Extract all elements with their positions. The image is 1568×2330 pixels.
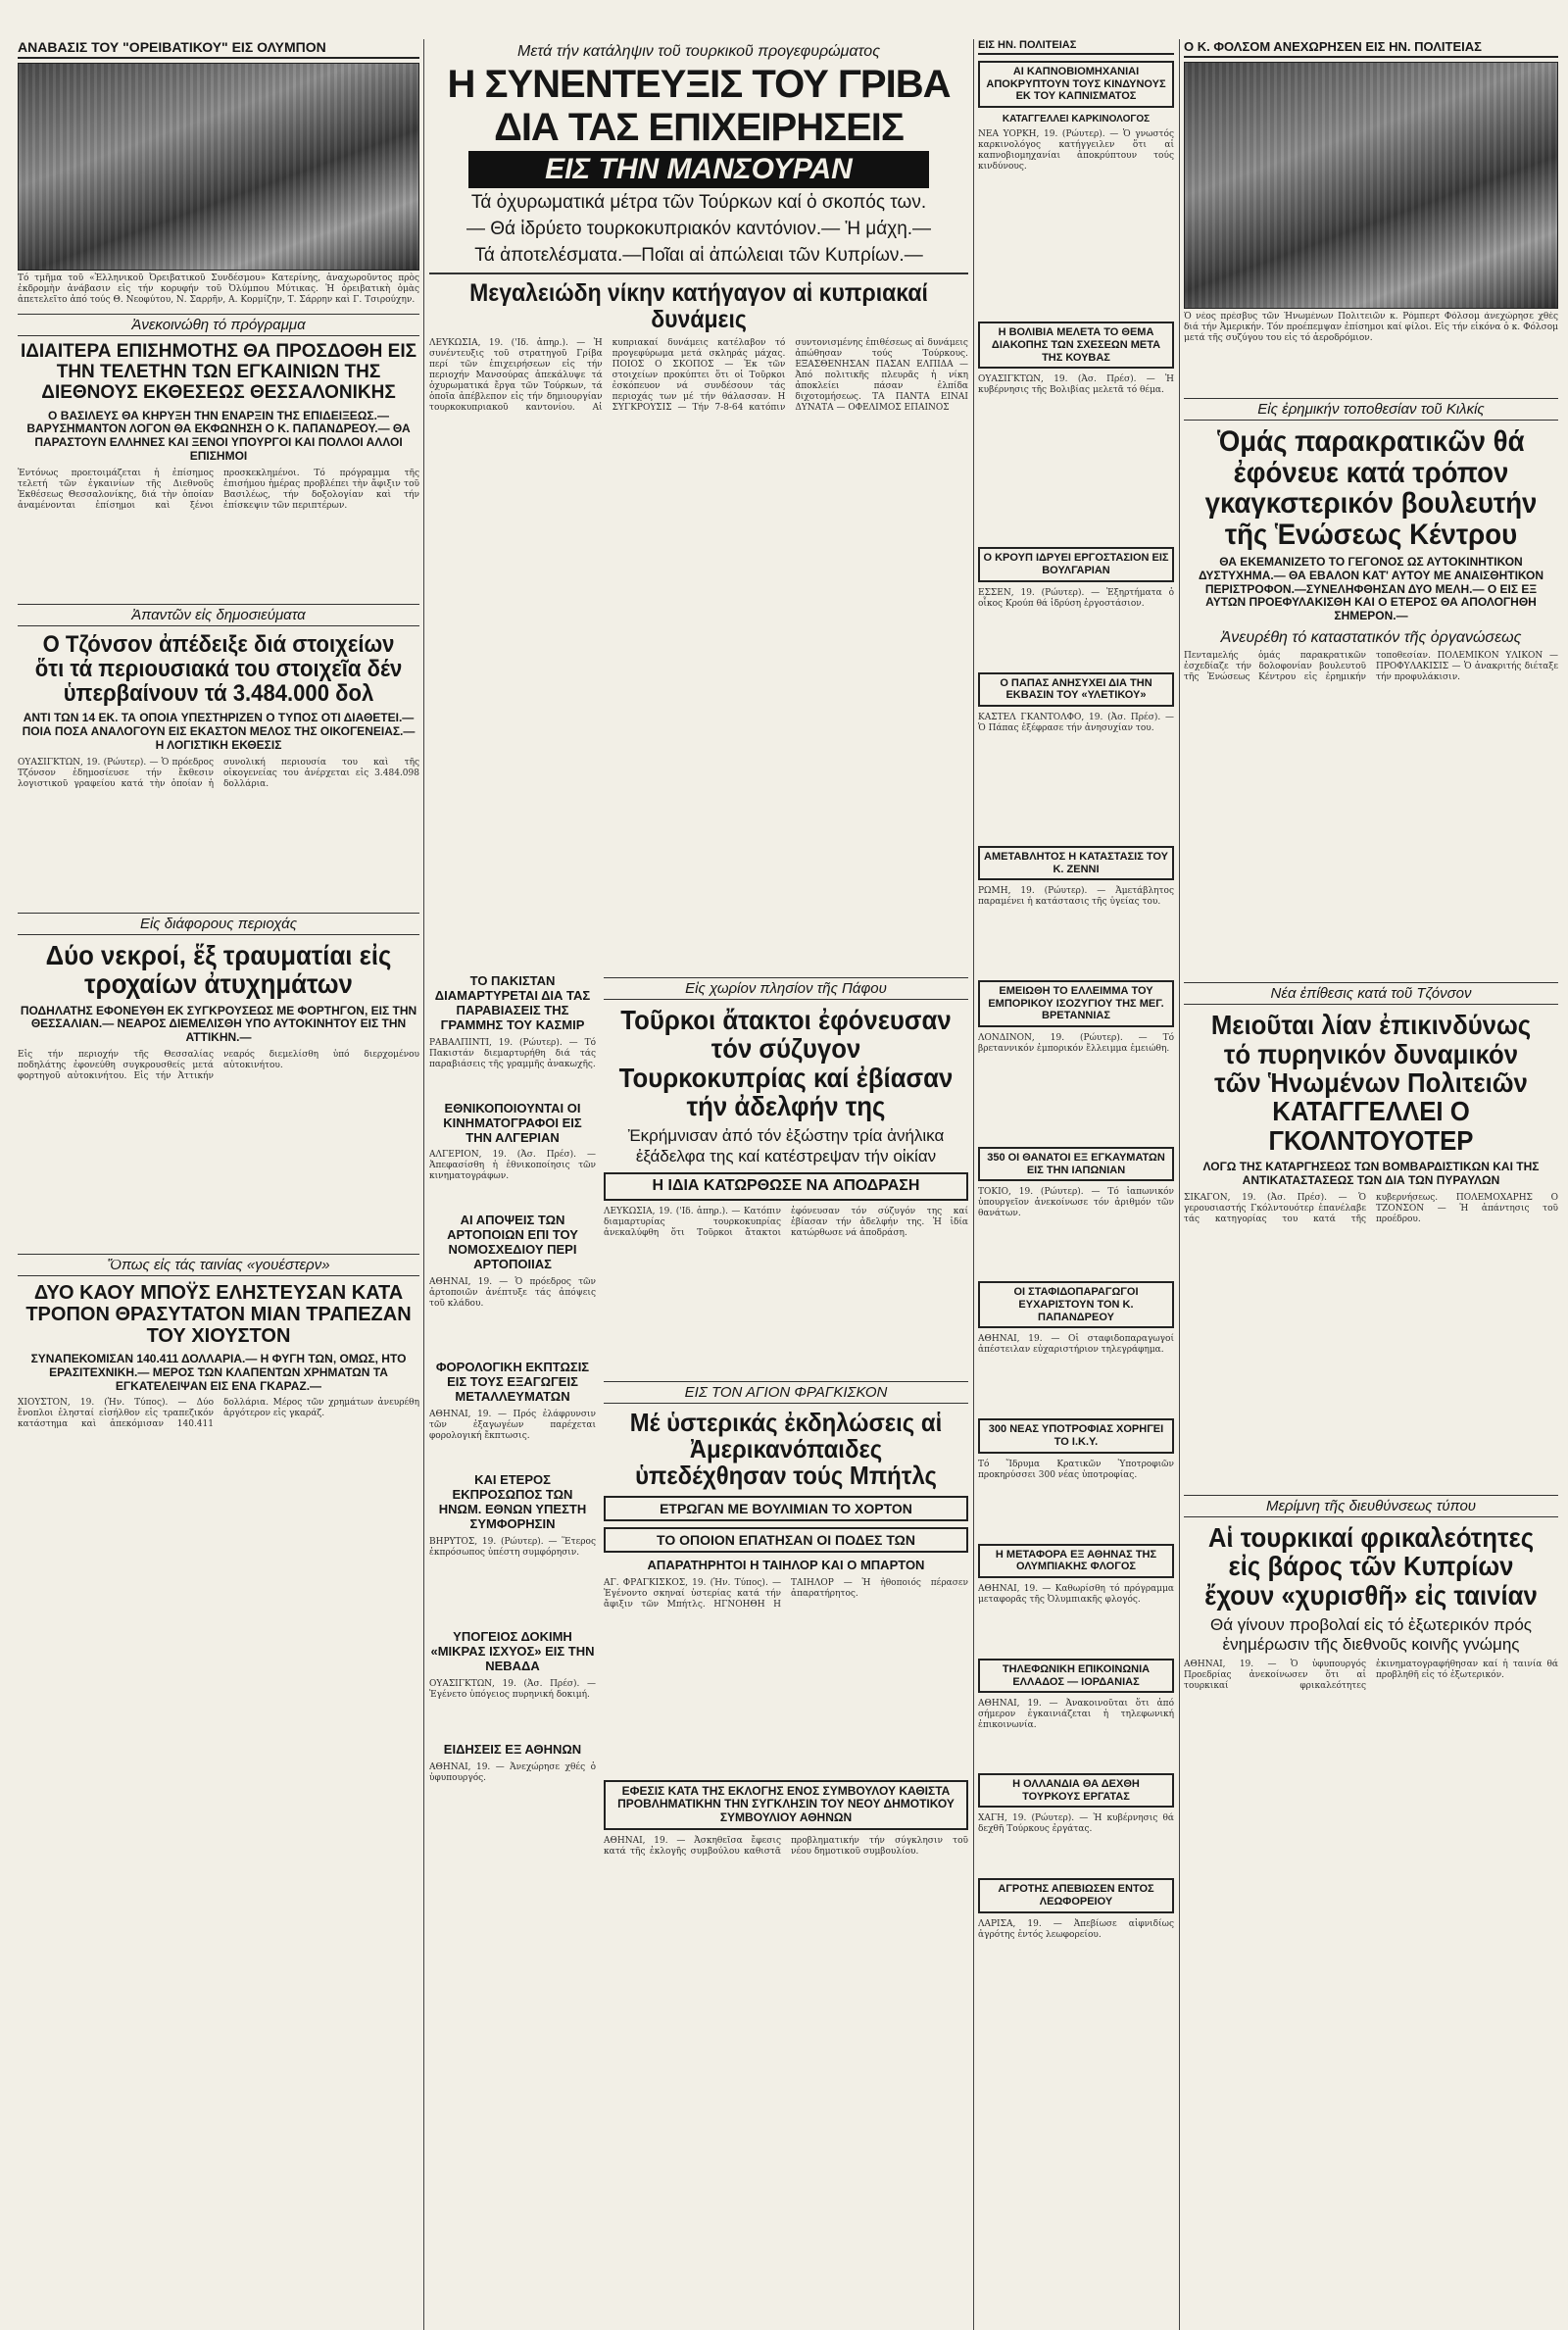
brief-headline: ΤΟ ΠΑΚΙΣΤΑΝ ΔΙΑΜΑΡΤΥΡΕΤΑΙ ΔΙΑ ΤΑΣ ΠΑΡΑΒΙΑΣΕΙΣ ΤΗΣ ΓΡΑΜΜΗΣ ΤΟΥ ΚΑΣΜΙΡ [434,972,591,1032]
article-body: Ἐντόνως προετοιμάζεται ἡ ἐπίσημος τελετή τῶν ἐγκαινίων τῆς Διεθνοῦς Ἐκθέσεως Θεσσαλονίκης, διά τὴν ὁποίαν ἀναμένονται ἐπίσημοι καὶ ξένοι προσκεκλημένοι. Τό πρόγραμμα τῆς ἐπισήμου ἡμέρας προβλέπει τὴν ἄφιξιν τοῦ Βασιλέως, τήν δοξολογίαν καὶ τήν ἐπίσκεψιν τῶν περιπτέρων. [18,468,419,511]
subheadline: ΑΝΤΙ ΤΩΝ 14 ΕΚ. ΤΑ ΟΠΟΙΑ ΥΠΕΣΤΗΡΙΖΕΝ Ο ΤΥΠΟΣ ΟΤΙ ΔΙΑΘΕΤΕΙ.— ΠΟΙΑ ΠΟΣΑ ΑΝΑΛΟΓΟΥΝ ΕΙΣ ΕΚΑΣΤΟΝ ΜΕΛΟΣ ΤΗΣ ΟΙΚΟΓΕΝΕΙΑΣ.— Η ΛΟΓΙΣΤΙΚΗ ΕΚΘΕΣΙΣ [22,711,416,753]
section-kicker: Ἀνεκοινώθη τό πρόγραμμα [18,314,419,336]
headline: ΟΙ ΣΤΑΦΙΔΟΠΑΡΑΓΩΓΟΙ ΕΥΧΑΡΙΣΤΟΥΝ ΤΟΝ Κ. ΠΑΠΑΝΔΡΕΟΥ [978,1281,1174,1328]
section-kicker: Εἰς χωρίον πλησίον τῆς Πάφου [604,977,968,1000]
article-body: ΑΘΗΝΑΙ, 19. — Ὁ ὑφυπουργός Προεδρίας ἀνεκοίνωσεν ὅτι αἱ τουρκικαί φρικαλεότητες ἐκινηματογραφήθησαν καί ἡ ταινία θά προβληθῆ εἰς τό ἐξωτερικόν. [1184,1659,1558,1691]
subheadline: Ο ΒΑΣΙΛΕΥΣ ΘΑ ΚΗΡΥΞΗ ΤΗΝ ΕΝΑΡΞΙΝ ΤΗΣ ΕΠΙΔΕΙΞΕΩΣ.— ΒΑΡΥΣΗΜΑΝΤΟΝ ΛΟΓΟΝ ΘΑ ΕΚΦΩΝΗΣΗ Ο Κ. ΠΑΠΑΝΔΡΕΟΥ.— ΘΑ ΠΑΡΑΣΤΟΥΝ ΕΛΛΗΝΕΣ ΚΑΙ ΞΕΝΟΙ ΥΠΟΥΡΓΟΙ ΚΑΙ ΠΟΛΛΟΙ ΑΛΛΟΙ ΕΠΙΣΗΜΟΙ [26,408,411,464]
stories-column [604,969,968,1948]
column-2 [429,39,968,1948]
column-4 [1184,39,1558,1830]
headline: Δύο νεκροί, ἕξ τραυματίαι εἰς τροχαίων ἀτυχημάτων [45,939,392,1000]
subheadline: ΑΠΑΡΑΤΗΡΗΤΟΙ Η ΤΑΙΗΛΟΡ ΚΑΙ Ο ΜΠΑΡΤΟΝ [647,1557,925,1572]
article-body: ΝΕΑ ΥΟΡΚΗ, 19. (Ρώυτερ). — Ὁ γνωστός καρκινολόγος κατήγγειλεν ὅτι αἱ καπνοβιομηχανίαι ἀποκρύπτουν τούς κινδύνους. [978,129,1174,173]
article-body: ΤΟΚΙΟ, 19. (Ρώυτερ). — Τό ἰαπωνικόν ὑπουργεῖον ἀνεκοίνωσε τόν ἀριθμόν τῶν θανάτων. [978,1187,1174,1219]
headline: Ο Τζόνσον ἀπέδειξε διά στοιχείων ὅτι τά περιουσιακά του στοιχεῖα δέν ὑπερβαίνουν τά 3.484.000 δολ [34,630,403,708]
section-kicker: Νέα ἐπίθεσις κατά τοῦ Τζόνσον [1184,982,1558,1005]
article-body: ΛΑΡΙΣΑ, 19. — Ἀπεβίωσε αἰφνιδίως ἀγρότης ἐντός λεωφορείου. [978,1918,1174,1940]
lead-headline-line-3: ΕΙΣ ΤΗΝ ΜΑΝΣΟΥΡΑΝ [468,151,929,188]
section-label: ΕΙΣ ΗΝ. ΠΟΛΙΤΕΙΑΣ [978,39,1174,55]
boxed-subhead: ΕΤΡΩΓΑΝ ΜΕ ΒΟΥΛΙΜΙΑΝ ΤΟ ΧΟΡΤΟΝ [604,1496,968,1521]
brief-headline: ΕΙΔΗΣΕΙΣ ΕΞ ΑΘΗΝΩΝ [443,1741,582,1757]
article-body: ΧΑΓΗ, 19. (Ρώυτερ). — Ἡ κυβέρνησις θά δεχθῆ Τούρκους ἐργάτας. [978,1813,1174,1835]
headline: ΑΜΕΤΑΒΛΗΤΟΣ Η ΚΑΤΑΣΤΑΣΙΣ ΤΟΥ Κ. ΖΕΝΝΙ [978,846,1174,880]
lead-article-body: ΛΕΥΚΩΣΙΑ, 19. ('Ιδ. ἀπηρ.). — Ἡ συνέντευξις τοῦ στρατηγοῦ Γρίβα περί τῶν ἐπιχειρήσεων εἰς τήν περιοχήν Μανσούρας ἀπεκάλυψε τά ὀχυρωματικά ἔργα τῶν Τούρκων, τά ὁποῖα ἀπέβλεπον εἰς τήν δημιουργίαν τουρκοκυπριακοῦ καντονίου. Αἱ κυπριακαί δυνάμεις κατέλαβον τό προγεφύρωμα μετά σκληράς μάχας. ΠΟΙΟΣ Ο ΣΚΟΠΟΣ — Ἐκ τῶν στοιχείων προκύπτει ὅτι οἱ Τοῦρκοι ἐσκόπευον νά συνδέσουν τάς περιοχάς των μέ τήν θάλασσαν. Η ΣΥΓΚΡΟΥΣΙΣ — Τήν 7-8-64 κατόπιν συντονισμένης ἐπιθέσεως αἱ δυνάμεις ἀπώθησαν τούς Τούρκους. ΕΞΑΣΘΕΝΗΣΑΝ ΠΑΣΑΝ ΕΛΠΙΔΑ — Ἀπό πολιτικῆς πλευρᾶς ἡ νίκη ἀποκλείει πάσαν ἐλπίδα διχοτομήσεως. ΤΑ ΠΑΝΤΑ ΕΙΝΑΙ ΔΥΝΑΤΑ — ΟΦΕΛΙΜΟΣ ΕΠΑΙΝΟΣ [429,337,968,413]
briefs-column [429,969,596,1948]
brief-body: ΑΘΗΝΑΙ, 19. — Πρός ἐλάφρυνσιν τῶν ἐξαγωγέων παρέχεται φορολογική ἔκπτωσις. [429,1410,596,1442]
brief-headline: ΑΙ ΑΠΟΨΕΙΣ ΤΩΝ ΑΡΤΟΠΟΙΩΝ ΕΠΙ ΤΟΥ ΝΟΜΟΣΧΕΔΙΟΥ ΠΕΡΙ ΑΡΤΟΠΟΙΙΑΣ [447,1213,578,1272]
brief-headline: ΚΑΙ ΕΤΕΡΟΣ ΕΚΠΡΟΣΩΠΟΣ ΤΩΝ ΗΝΩΜ. ΕΘΝΩΝ ΥΠΕΣΤΗ ΣΥΜΦΟΡΗΣΙΝ [438,1472,587,1531]
article-body: ΑΓ. ΦΡΑΓΚΙΣΚΟΣ, 19. (Ἡν. Τύπος). — Ἐγένοντο σκηναί ὑστερίας κατά τήν ἄφιξιν τῶν Μπήτλς. ΗΓΝΟΗΘΗ Η ΤΑΙΗΛΟΡ — Ἡ ἠθοποιός πέρασεν ἀπαρατήρητος. [604,1577,968,1610]
section-kicker: Ὅπως εἰς τάς ταινίας «γουέστερν» [18,1254,419,1276]
headline: ΕΜΕΙΩΘΗ ΤΟ ΕΛΛΕΙΜΜΑ ΤΟΥ ΕΜΠΟΡΙΚΟΥ ΙΣΟΖΥΓΙΟΥ ΤΗΣ ΜΕΓ. ΒΡΕΤΑΝΝΙΑΣ [978,980,1174,1027]
article-body: ΣΙΚΑΓΟΝ, 19. (Ἀσ. Πρέσ). — Ὁ γερουσιαστής Γκόλντουότερ ἐπανέλαβε τάς κατηγορίας του κατά τῆς κυβερνήσεως. ΠΟΛΕΜΟΧΑΡΗΣ Ο ΤΖΟΝΣΟΝ — Ἡ ἀπάντησις τοῦ προέδρου. [1184,1192,1558,1224]
headline: Η ΜΕΤΑΦΟΡΑ ΕΞ ΑΘΗΝΑΣ ΤΗΣ ΟΛΥΜΠΙΑΚΗΣ ΦΛΟΓΟΣ [978,1544,1174,1578]
lead-sub-line-2: — Θά ἱδρύετο τουρκοκυπριακόν καντόνιον.— Ἡ μάχη.— [466,218,932,239]
headline: Μειοῦται λίαν ἐπικινδύνως τό πυρηνικόν δυναμικόν τῶν Ἡνωμένων Πολιτειῶν ΚΑΤΑΓΓΕΛΛΕΙ Ο ΓΚΟΛΝΤΟΥΟΤΕΡ [1210,1010,1532,1156]
section-kicker: ΕΙΣ ΤΟΝ ΑΓΙΟΝ ΦΡΑΓΚΙΣΚΟΝ [604,1381,968,1404]
brief-headline: ΥΠΟΓΕΙΟΣ ΔΟΚΙΜΗ «ΜΙΚΡΑΣ ΙΣΧΥΟΣ» ΕΙΣ ΤΗΝ ΝΕΒΑΔΑ [430,1628,595,1673]
photo-caption: Ὁ νέος πρέσβυς τῶν Ἡνωμένων Πολιτειῶν κ. Ρόμπερτ Φόλσομ ἀνεχώρησε χθές διά τήν Ἀμερικήν. Τόν προέπεμψαν ἐπίσημοι καί φίλοι. Εἰς τήν εἰκόνα ὁ κ. Φόλσομ μετά τῆς συζύγου του εἰς τό ἀεροδρόμιον. [1184,312,1558,343]
lower-section [429,969,968,1948]
article-body: ΑΘΗΝΑΙ, 19. — Καθωρίσθη τό πρόγραμμα μεταφορᾶς τῆς Ὀλυμπιακῆς φλογός. [978,1583,1174,1605]
article-body: ΚΑΣΤΕΛ ΓΚΑΝΤΟΛΦΟ, 19. (Ἀσ. Πρέσ). — Ὁ Πάπας ἐξέφρασε τήν ἀνησυχίαν του. [978,712,1174,733]
section-kicker: Εἰς διάφορους περιοχάς [18,913,419,935]
brief-body: ΑΘΗΝΑΙ, 19. — Ὁ πρόεδρος τῶν ἀρτοποιῶν ἀνέπτυξε τάς ἀπόψεις τοῦ κλάδου. [429,1277,596,1310]
boxed-subhead: Η ΙΔΙΑ ΚΑΤΩΡΘΩΣΕ ΝΑ ΑΠΟΔΡΑΣΗ [604,1172,968,1200]
column-rule [1179,39,1180,2330]
brief-headline: ΦΟΡΟΛΟΓΙΚΗ ΕΚΠΤΩΣΙΣ ΕΙΣ ΤΟΥΣ ΕΞΑΓΩΓΕΙΣ ΜΕΤΑΛΛΕΥΜΑΤΩΝ [435,1360,590,1405]
folsom-photo [1184,62,1558,309]
headline: Η ΒΟΛΙΒΙΑ ΜΕΛΕΤΑ ΤΟ ΘΕΜΑ ΔΙΑΚΟΠΗΣ ΤΩΝ ΣΧΕΣΕΩΝ ΜΕΤΑ ΤΗΣ ΚΟΥΒΑΣ [978,322,1174,369]
headline: ΑΓΡΟΤΗΣ ΑΠΕΒΙΩΣΕΝ ΕΝΤΟΣ ΛΕΩΦΟΡΕΙΟΥ [978,1878,1174,1912]
brief-body: ΡΑΒΑΛΠΙΝΤΙ, 19. (Ρώυτερ). — Τό Πακιστάν διεμαρτυρήθη διά τάς παραβιάσεις τῆς γραμμῆς ἀνακωχῆς. [429,1037,596,1069]
headline: ΕΦΕΣΙΣ ΚΑΤΑ ΤΗΣ ΕΚΛΟΓΗΣ ΕΝΟΣ ΣΥΜΒΟΥΛΟΥ ΚΑΘΙΣΤΑ ΠΡΟΒΛΗΜΑΤΙΚΗΝ ΤΗΝ ΣΥΓΚΛΗΣΙΝ ΤΟΥ ΝΕΟΥ ΔΗΜΟΤΙΚΟΥ ΣΥΜΒΟΥΛΙΟΥ ΑΘΗΝΩΝ [604,1780,968,1830]
lead-sub-line-1: Τά ὀχυρωματικά μέτρα τῶν Τούρκων καί ὁ σκοπός των. [470,192,927,213]
headline: ΔΥΟ ΚΑΟΥ ΜΠΟΫΣ ΕΛΗΣΤΕΥΣΑΝ ΚΑΤΑ ΤΡΟΠΟΝ ΘΡΑΣΥΤΑΤΟΝ ΜΙΑΝ ΤΡΑΠΕΖΑΝ ΤΟΥ ΧΙΟΥΣΤΟΝ [25,1281,412,1347]
article-body: Πενταμελής ὁμάς παρακρατικῶν ἐσχεδίαζε τήν δολοφονίαν βουλευτοῦ τῆς Ἑνώσεως Κέντρου εἰς ἐρημικήν τοποθεσίαν. ΠΟΛΕΜΙΚΟΝ ΥΛΙΚΟΝ — ΠΡΟΦΥΛΑΚΙΣΙΣ — Ὁ ἀνακριτής διέταξε τήν προφυλάκισιν. [1184,651,1558,683]
headline: Μέ ὑστερικάς ἐκδηλώσεις αἱ Ἀμερικανόπαιδες ὑπεδέχθησαν τούς Μπήτλς [629,1407,943,1491]
headline: ΑΙ ΚΑΠΝΟΒΙΟΜΗΧΑΝΙΑΙ ΑΠΟΚΡΥΠΤΟΥΝ ΤΟΥΣ ΚΙΝΔΥΝΟΥΣ ΕΚ ΤΟΥ ΚΑΠΝΙΣΜΑΤΟΣ [978,61,1174,108]
article-body: ΟΥΑΣΙΓΚΤΩΝ, 19. (Ἀσ. Πρέσ). — Ἡ κυβέρνησις τῆς Βολιβίας μελετᾶ τό θέμα. [978,374,1174,396]
brief-body: ΑΛΓΕΡΙΟΝ, 19. (Ἀσ. Πρέσ). — Ἀπεφασίσθη ἡ ἐθνικοποίησις τῶν κινηματογράφων. [429,1150,596,1182]
boxed-subhead: ΤΟ ΟΠΟΙΟΝ ΕΠΑΤΗΣΑΝ ΟΙ ΠΟΔΕΣ ΤΩΝ [604,1527,968,1553]
headline: Αἱ τουρκικαί φρικαλεότητες εἰς βάρος τῶν Κυπρίων ἔχουν «χυρισθῆ» εἰς ταινίαν [1204,1521,1538,1611]
headline: Τοῦρκοι ἄτακτοι ἐφόνευσαν τόν σύζυγον Τουρκοκυπρίας καί ἐβίασαν τήν ἀδελφήν της [618,1004,954,1122]
subheadline: Θά γίνουν προβολαί εἰς τό ἐξωτερικόν πρός ἐνημέρωσιν τῆς διεθνοῦς κοινῆς γνώμης [1209,1614,1532,1655]
photo-story-title: Ο Κ. ΦΟΛΣΟΜ ΑΝΕΧΩΡΗΣΕΝ ΕΙΣ ΗΝ. ΠΟΛΙΤΕΙΑΣ [1184,39,1558,58]
section-kicker: Ἀπαντῶν εἰς δημοσιεύματα [18,604,419,626]
lead-sub-line-3: Τά ἀποτελέσματα.—Ποῖαι αἱ ἀπώλειαι τῶν Κυπρίων.— [474,244,923,266]
section-kicker: Μερίμνη τῆς διευθύνσεως τύπου [1184,1495,1558,1517]
lead-kicker: Μετά τήν κατάληψιν τοῦ τουρκικοῦ προγεφυρώματος [517,43,880,60]
article-body: ΛΕΥΚΩΣΙΑ, 19. ('Ιδ. ἀπηρ.). — Κατόπιν διαμαρτυρίας τουρκοκυπρίας ἀνεκαλύφθη ὅτι Τοῦρκοι ἄτακτοι ἐφόνευσαν τόν σύζυγόν της καί ἐβίασαν τήν ἀδελφήν της. Ἡ ἰδία κατώρθωσε νά ἀποδράση. [604,1206,968,1238]
brief-body: ΑΘΗΝΑΙ, 19. — Ἀνεχώρησε χθές ὁ ὑφυπουργός. [429,1761,596,1783]
headline: Ο ΚΡΟΥΠ ΙΔΡΥΕΙ ΕΡΓΟΣΤΑΣΙΟΝ ΕΙΣ ΒΟΥΛΓΑΡΙΑΝ [978,547,1174,581]
mountaineers-photo [18,63,419,271]
headline: Ο ΠΑΠΑΣ ΑΝΗΣΥΧΕΙ ΔΙΑ ΤΗΝ ΕΚΒΑΣΙΝ ΤΟΥ «ΥΛΕΤΙΚΟΥ» [978,672,1174,707]
article-body: ΕΣΣΕΝ, 19. (Ρώυτερ). — Ἐξηρτήματα ὁ οἶκος Κρούπ θά ἱδρύση ἐργοστάσιον. [978,587,1174,609]
lead-subhead: Μεγαλειώδη νίκην κατήγαγον αἱ κυπριακαί δυνάμεις [469,279,928,333]
subheadline: ΣΥΝΑΠΕΚΟΜΙΣΑΝ 140.411 ΔΟΛΛΑΡΙΑ.— Η ΦΥΓΗ ΤΩΝ, ΟΜΩΣ, ΗΤΟ ΕΡΑΣΙΤΕΧΝΙΚΗ.— ΜΕΡΟΣ ΤΩΝ ΚΛΑΠΕΝΤΩΝ ΧΡΗΜΑΤΩΝ ΤΑ ΕΓΚΑΤΕΛΕΙΨΑΝ ΕΙΣ ΕΝΑ ΓΚΑΡΑΖ.— [30,1351,407,1393]
column-1 [18,39,419,1657]
article-body: ΛΟΝΔΙΝΟΝ, 19. (Ρώυτερ). — Τό βρεταννικόν ἐμπορικόν ἔλλειμμα ἐμειώθη. [978,1033,1174,1055]
divider [429,273,968,274]
article-body: ΟΥΑΣΙΓΚΤΩΝ, 19. (Ρώυτερ). — Ὁ πρόεδρος Τζόνσον ἐδημοσίευσε τήν ἔκθεσιν λογιστικοῦ γραφείου κατά τὴν ὁποίαν ἡ συνολική περιουσία του καὶ τῆς οἰκογενείας του ἀνέρχεται εἰς 3.484.098 δολλάρια. [18,757,419,789]
article-body: ΑΘΗΝΑΙ, 19. — Ἀνακοινοῦται ὅτι ἀπό σήμερον ἐγκαινιάζεται ἡ τηλεφωνική ἐπικοινωνία. [978,1699,1174,1731]
subheadline: ΠΟΔΗΛΑΤΗΣ ΕΦΟΝΕΥΘΗ ΕΚ ΣΥΓΚΡΟΥΣΕΩΣ ΜΕ ΦΟΡΤΗΓΟΝ, ΕΙΣ ΤΗΝ ΘΕΣΣΑΛΙΑΝ.— ΝΕΑΡΟΣ ΔΙΕΜΕΛΙΣΘΗ ΥΠΟ ΑΥΤΟΚΙΝΗΤΟΥ ΕΙΣ ΤΗΝ ΑΤΤΙΚΗΝ.— [20,1003,417,1045]
article-body: ΑΘΗΝΑΙ, 19. — Ἀσκηθεῖσα ἔφεσις κατά τῆς ἐκλογῆς συμβούλου καθιστᾶ προβληματικήν τήν σύγκλησιν τοῦ νέου δημοτικοῦ συμβουλίου. [604,1836,968,1858]
headline: ΙΔΙΑΙΤΕΡΑ ΕΠΙΣΗΜΟΤΗΣ ΘΑ ΠΡΟΣΔΟΘΗ ΕΙΣ ΤΗΝ ΤΕΛΕΤΗΝ ΤΩΝ ΕΓΚΑΙΝΙΩΝ ΤΗΣ ΔΙΕΘΝΟΥΣ ΕΚΘΕΣΕΩΣ ΘΕΣΣΑΛΟΝΙΚΗΣ [20,341,417,403]
lead-headline-line-2: ΔΙΑ ΤΑΣ ΕΠΙΧΕΙΡΗΣΕΙΣ [494,106,904,149]
subheadline: ΚΑΤΑΓΓΕΛΛΕΙ ΚΑΡΚΙΝΟΛΟΓΟΣ [1002,113,1151,124]
headline: Ὁμάς παρακρατικῶν θά ἐφόνευε κατά τρόπον γκαγκστερικόν βουλευτήν τῆς Ἑνώσεως Κέντρου [1204,425,1538,551]
photo-caption: Τό τμῆμα τοῦ «Ἑλληνικοῦ Ὀρειβατικοῦ Συνδέσμου» Κατερίνης, ἀναχωροῦντος πρὸς ἐκδρομὴν ἀνάβασιν εἰς τήν κορυφήν τοῦ Ὀλύμπου Μύτικας. Ἡ ὀρειβατικὴ ὁμὰς ἀπετελεῖτο ἀπό τούς Θ. Νεοφύτου, Ν. Σαρρῆν, Α. Κορμίζην, Τ. Σάρρην καὶ Γ. Τσιρούχην. [18,273,419,305]
article-body: Τό Ἵδρυμα Κρατικῶν Ὑποτροφιῶν προκηρύσσει 300 νέας ὑποτροφίας. [978,1459,1174,1480]
brief-body: ΟΥΑΣΙΓΚΤΩΝ, 19. (Ἀσ. Πρέσ). — Ἐγένετο ὑπόγειος πυρηνική δοκιμή. [429,1678,596,1700]
article-body: ΡΩΜΗ, 19. (Ρώυτερ). — Ἀμετάβλητος παραμένει ἡ κατάστασις τῆς ὑγείας του. [978,886,1174,908]
article-body: ΑΘΗΝΑΙ, 19. — Οἱ σταφιδοπαραγωγοί ἀπέστειλαν εὐχαριστήριον τηλεγράφημα. [978,1334,1174,1356]
article-body: Εἰς τήν περιοχήν τῆς Θεσσαλίας ποδηλάτης ἐφονεύθη συγκρουσθείς μετά φορτηγοῦ αὐτοκινήτου. Εἰς τήν Ἀττικήν νεαρός διεμελίσθη ὑπό διερχομένου αὐτοκινήτου. [18,1049,419,1081]
lead-headline-line-1: Η ΣΥΝΕΝΤΕΥΞΙΣ ΤΟΥ ΓΡΙΒΑ [447,63,951,106]
headline: 300 ΝΕΑΣ ΥΠΟΤΡΟΦΙΑΣ ΧΟΡΗΓΕΙ ΤΟ Ι.Κ.Υ. [978,1418,1174,1453]
brief-body: ΒΗΡΥΤΟΣ, 19. (Ρώυτερ). — Ἕτερος ἐκπρόσωπος ὑπέστη συμφόρησιν. [429,1536,596,1558]
headline: Η ΟΛΛΑΝΔΙΑ ΘΑ ΔΕΧΘΗ ΤΟΥΡΚΟΥΣ ΕΡΓΑΤΑΣ [978,1773,1174,1808]
subheadline: ΘΑ ΕΚΕΜΑΝΙΖΕΤΟ ΤΟ ΓΕΓΟΝΟΣ ΩΣ ΑΥΤΟΚΙΝΗΤΙΚΟΝ ΔΥΣΤΥΧΗΜΑ.— ΘΑ ΕΒΑΛΟΝ ΚΑΤ' ΑΥΤΟΥ ΜΕ ΑΝΑΙΣΘΗΤΙΚΟΝ ΠΕΡΙΣΤΡΟΦΟΝ.—ΣΥΝΕΛΗΦΘΗΣΑΝ ΔΥΟ ΜΕΛΗ.— Ο ΕΙΣ ΕΞ ΑΥΤΩΝ ΠΡΟΕΦΥΛΑΚΙΣΘΗ ΚΑΙ Ο ΕΤΕΡΟΣ ΘΑ ΑΠΟΛΟΓΗΘΗ ΣΗΜΕΡΟΝ.— [1198,555,1544,623]
headline: 350 ΟΙ ΘΑΝΑΤΟΙ ΕΞ ΕΓΚΑΥΜΑΤΩΝ ΕΙΣ ΤΗΝ ΙΑΠΩΝΙΑΝ [978,1147,1174,1181]
headline: ΤΗΛΕΦΩΝΙΚΗ ΕΠΙΚΟΙΝΩΝΙΑ ΕΛΛΑΔΟΣ — ΙΟΡΔΑΝΙΑΣ [978,1659,1174,1693]
column-3 [978,39,1174,1972]
brief-headline: ΕΘΝΙΚΟΠΟΙΟΥΝΤΑΙ ΟΙ ΚΙΝΗΜΑΤΟΓΡΑΦΟΙ ΕΙΣ ΤΗΝ ΑΛΓΕΡΙΑΝ [443,1100,582,1145]
column-rule [423,39,424,2330]
section-kicker: Εἰς ἐρημικήν τοποθεσίαν τοῦ Κιλκίς [1184,398,1558,421]
subheadline: ΛΟΓΩ ΤΗΣ ΚΑΤΑΡΓΗΣΕΩΣ ΤΩΝ ΒΟΜΒΑΡΔΙΣΤΙΚΩΝ ΚΑΙ ΤΗΣ ΑΝΤΙΚΑΤΑΣΤΑΣΕΩΣ ΤΩΝ ΔΙΑ ΤΩΝ ΠΥΡΑΥΛΩΝ [1202,1160,1540,1187]
article-body: ΧΙΟΥΣΤΟΝ, 19. (Ἡν. Τύπος). — Δύο ἔνοπλοι ἐλησταί εἰσήλθον εἰς τραπεζικόν κατάστημα καὶ ἀπεκόμισαν 140.411 δολλάρια. Μέρος τῶν χρημάτων ἀνευρέθη ἀργότερον εἰς γκαράζ. [18,1398,419,1430]
section-subhead: Ἀνευρέθη τό καταστατικόν τῆς ὀργανώσεως [1220,628,1522,646]
column-rule [973,39,974,2330]
subheadline: Ἐκρήμνισαν ἀπό τόν ἐξώστην τρία ἀνήλικα ἐξάδελφα της καί κατέστρεψαν τήν οἰκίαν [627,1126,945,1165]
photo-story-title: ΑΝΑΒΑΣΙΣ ΤΟΥ "ΟΡΕΙΒΑΤΙΚΟΥ" ΕΙΣ ΟΛΥΜΠΟΝ [18,39,419,59]
